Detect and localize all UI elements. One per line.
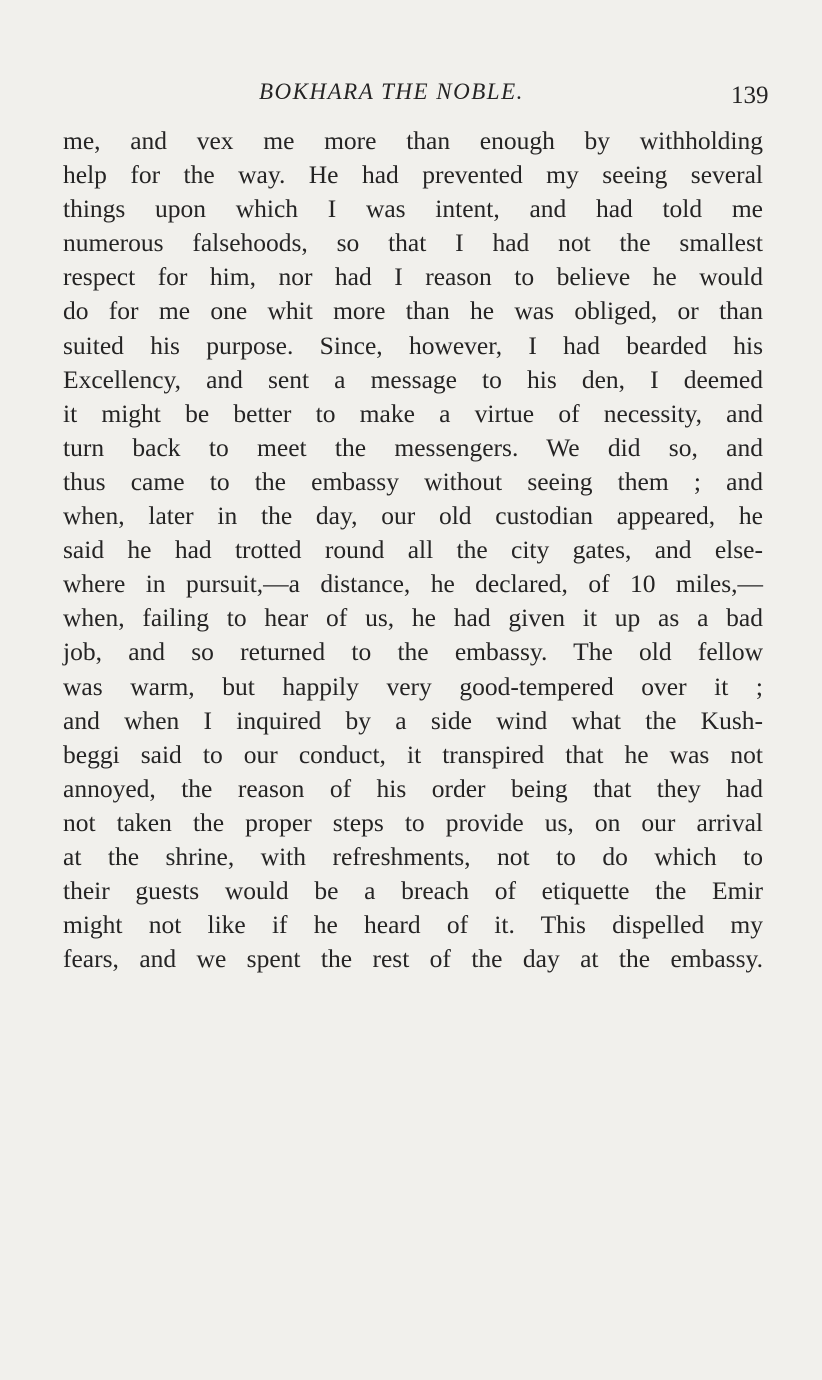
text-line: respect for him, nor had I reason to believe he would xyxy=(63,262,763,292)
text-line: when, later in the day, our old custodian appeared, he xyxy=(63,501,763,531)
text-line: their guests would be a breach of etiquette the Emir xyxy=(63,876,763,906)
text-line: me, and vex me more than enough by withholding xyxy=(63,126,763,155)
text-line: numerous falsehoods, so that I had not the smallest xyxy=(63,228,763,258)
text-line: Excellency, and sent a message to his den, I deemed xyxy=(63,364,763,394)
running-title: BOKHARA THE NOBLE. xyxy=(259,79,524,104)
text-line: said he had trotted round all the city gates, and else- xyxy=(63,535,763,565)
text-line: not taken the proper steps to provide us, on our arrival xyxy=(63,807,763,837)
text-line: do for me one whit more than he was obliged, or than xyxy=(63,296,763,326)
text-line: at the shrine, with refreshments, not to do which to xyxy=(63,841,763,871)
text-line: when, failing to hear of us, he had given it up as a bad xyxy=(63,603,763,633)
text-line: thus came to the embassy without seeing them ; and xyxy=(63,466,763,496)
text-line: annoyed, the reason of his order being that they had xyxy=(63,773,763,803)
text-line: where in pursuit,—a distance, he declared, of 10 miles,— xyxy=(63,569,763,599)
text-line: fears, and we spent the rest of the day at the embassy. xyxy=(63,944,763,974)
text-line: help for the way. He had prevented my seeing several xyxy=(63,160,763,190)
text-line: suited his purpose. Since, however, I had bearded his xyxy=(63,330,763,360)
text-line: and when I inquired by a side wind what the Kush- xyxy=(63,705,763,735)
text-line: things upon which I was intent, and had told me xyxy=(63,194,763,224)
text-line: was warm, but happily very good-tempered over it ; xyxy=(63,671,763,701)
body-paragraph xyxy=(63,124,763,976)
page-number: 139 xyxy=(731,82,769,109)
text-line: beggi said to our conduct, it transpired that he was not xyxy=(63,739,763,769)
text-line: job, and so returned to the embassy. The old fellow xyxy=(63,637,763,667)
text-line: might not like if he heard of it. This dispelled my xyxy=(63,910,763,940)
text-line: turn back to meet the messengers. We did so, and xyxy=(63,432,763,462)
text-line: it might be better to make a virtue of necessity, and xyxy=(63,398,763,428)
